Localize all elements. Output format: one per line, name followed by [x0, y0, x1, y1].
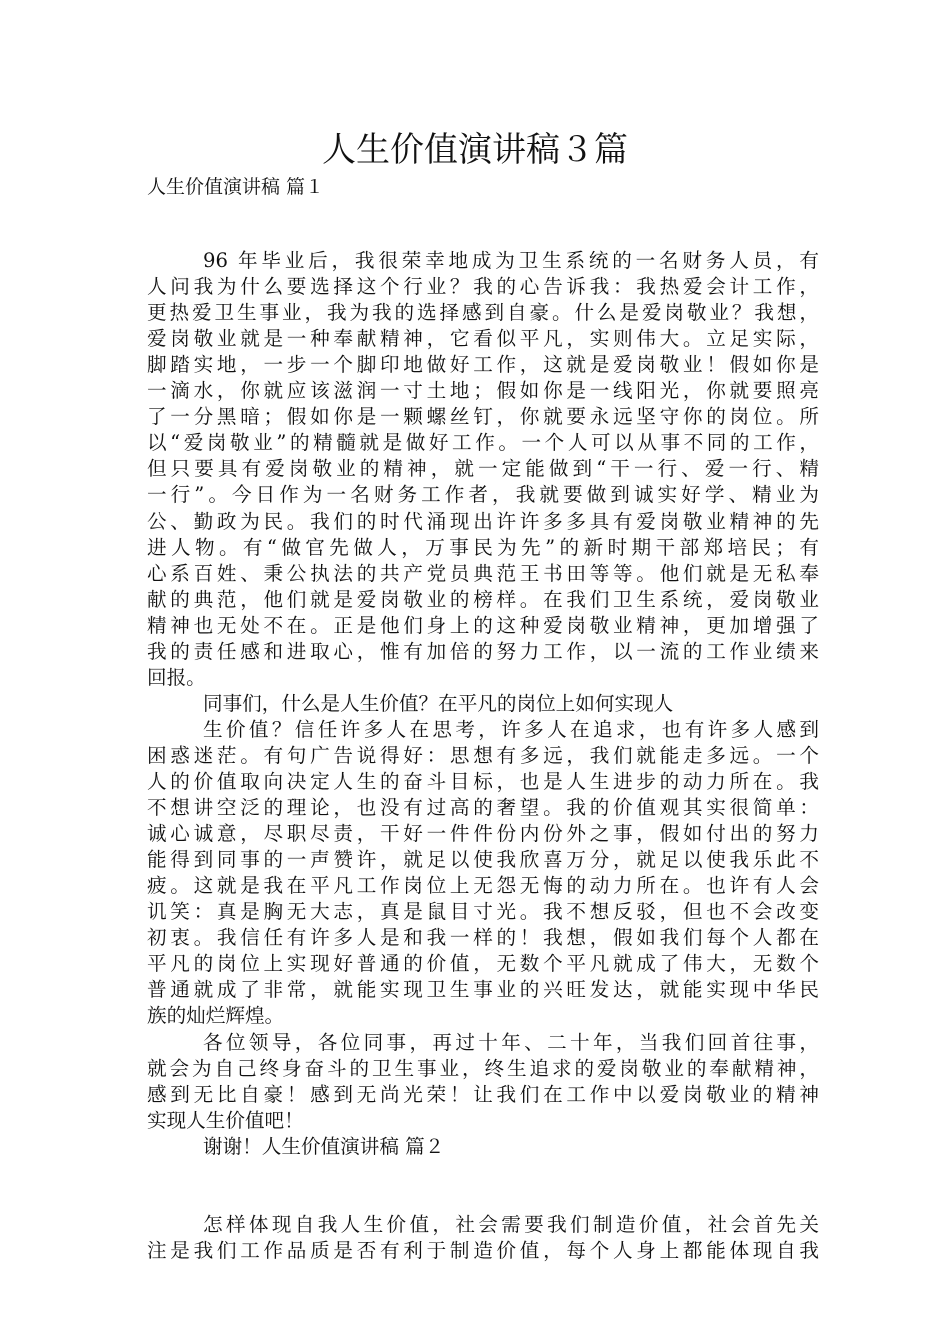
body-text-line: 生价值？信任许多人在思考，许多人在追求，也有许多人感到 — [203, 718, 819, 741]
body-text-line: 人问我为什么要选择这个行业？我的心告诉我：我热爱会计工作， — [147, 275, 819, 298]
body-text-line: 能得到同事的一声赞许，就足以使我欣喜万分，就足以使我乐此不 — [147, 848, 819, 871]
body-text-line: 困惑迷茫。有句广告说得好：思想有多远，我们就能走多远。一个 — [147, 744, 819, 767]
body-text-line: 但只要具有爱岗敬业的精神，就一定能做到“干一行、爱一行、精 — [147, 457, 819, 480]
body-text-line: 人的价值取向决定人生的奋斗目标，也是人生进步的动力所在。我 — [147, 770, 819, 793]
body-text-line: 各位领导，各位同事，再过十年、二十年，当我们回首往事， — [203, 1031, 819, 1054]
body-text-line: 96 年毕业后，我很荣幸地成为卫生系统的一名财务人员，有 — [203, 249, 819, 272]
body-text-line: 一行”。今日作为一名财务工作者，我就要做到诚实好学、精业为 — [147, 483, 819, 506]
body-text-line: 疲。这就是我在平凡工作岗位上无怨无悔的动力所在。也许有人会 — [147, 874, 819, 897]
body-text-line: 更热爱卫生事业，我为我的选择感到自豪。什么是爱岗敬业？我想， — [147, 301, 819, 324]
body-text-line: 诚心诚意，尽职尽责，干好一件件份内份外之事，假如付出的努力 — [147, 822, 819, 845]
body-text-line: 不想讲空泛的理论，也没有过高的奢望。我的价值观其实很简单： — [147, 796, 819, 819]
body-text-line: 精神也无处不在。正是他们身上的这种爱岗敬业精神，更加增强了 — [147, 614, 819, 637]
body-text-line: 心系百姓、秉公执法的共产党员典范王书田等等。他们就是无私奉 — [147, 562, 819, 585]
document-title: 人生价值演讲稿３篇 — [322, 130, 628, 170]
body-text-line: 了一分黑暗；假如你是一颗螺丝钉，你就要永远坚守你的岗位。所 — [147, 405, 819, 428]
body-text-line: 以“爱岗敬业”的精髓就是做好工作。一个人可以从事不同的工作， — [147, 431, 819, 454]
body-text-line: 献的典范，他们就是爱岗敬业的榜样。在我们卫生系统，爱岗敬业 — [147, 588, 819, 611]
body-text-line: 爱岗敬业就是一种奉献精神，它看似平凡，实则伟大。立足实际， — [147, 327, 819, 350]
body-text-line: 族的灿烂辉煌。 — [147, 1004, 285, 1027]
body-text-line: 讥笑：真是胸无大志，真是鼠目寸光。我不想反驳，但也不会改变 — [147, 900, 819, 923]
body-text-line: 感到无比自豪！感到无尚光荣！让我们在工作中以爱岗敬业的精神 — [147, 1083, 819, 1106]
body-text-line: 怎样体现自我人生价值，社会需要我们制造价值，社会首先关 — [203, 1213, 819, 1236]
body-text-line: 平凡的岗位上实现好普通的价值，无数个平凡就成了伟大，无数个 — [147, 952, 819, 975]
body-text-line — [147, 1160, 819, 1186]
body-text-line: 进人物。有“做官先做人，万事民为先”的新时期干部郑培民；有 — [147, 536, 819, 559]
body-text-line: 回报。 — [147, 666, 206, 689]
body-text-line: 谢谢！人生价值演讲稿 篇２ — [203, 1135, 445, 1158]
body-text-line: 注是我们工作品质是否有利于制造价值，每个人身上都能体现自我 — [147, 1239, 819, 1262]
body-text-line: 就会为自己终身奋斗的卫生事业，终生追求的爱岗敬业的奉献精神， — [147, 1057, 819, 1080]
body-text-line: 我的责任感和进取心，惟有加倍的努力工作，以一流的工作业绩来 — [147, 640, 819, 663]
body-text-line: 一滴水，你就应该滋润一寸土地；假如你是一线阳光，你就要照亮 — [147, 379, 819, 402]
body-text-line: 同事们，什么是人生价值？在平凡的岗位上如何实现人 — [203, 692, 674, 715]
body-text-line — [147, 1186, 819, 1212]
body-text-line: 实现人生价值吧！ — [147, 1109, 304, 1132]
section-heading: 人生价值演讲稿 篇１ — [147, 176, 325, 198]
body-text-line: 初衷。我信任有许多人是和我一样的！我想，假如我们每个人都在 — [147, 926, 819, 949]
body-text-line: 普通就成了非常，就能实现卫生事业的兴旺发达，就能实现中华民 — [147, 978, 819, 1001]
body-text-line: 公、勤政为民。我们的时代涌现出许许多多具有爱岗敬业精神的先 — [147, 510, 819, 533]
body-text-line: 脚踏实地，一步一个脚印地做好工作，这就是爱岗敬业！假如你是 — [147, 353, 819, 376]
